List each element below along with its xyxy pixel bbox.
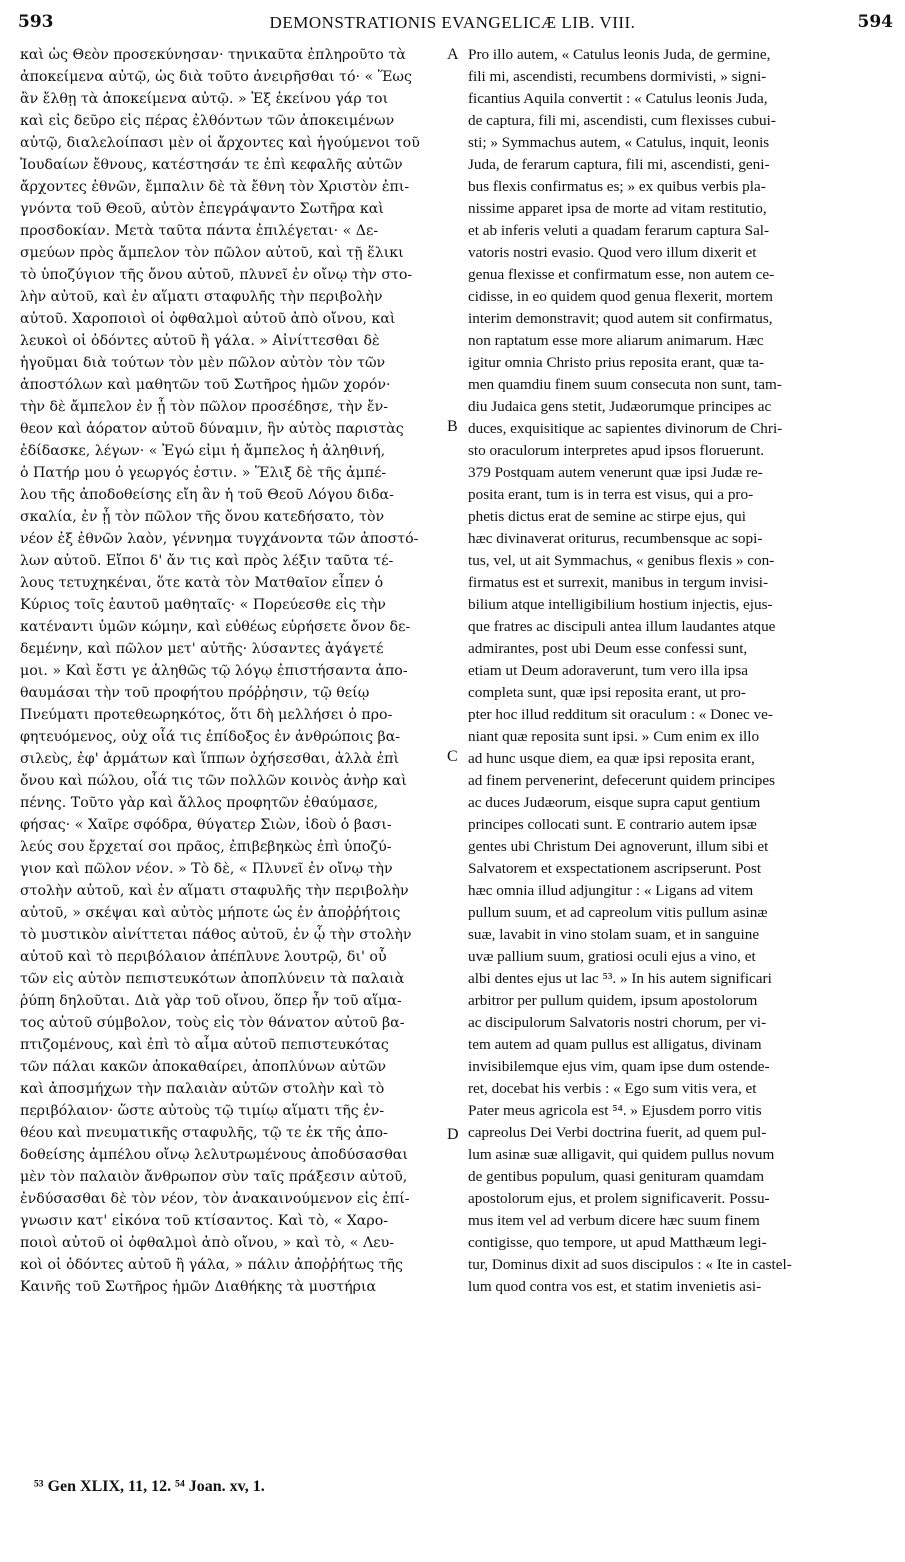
latin-text-line: niant quæ reposita sunt ipsi. » Cum enim ex illo xyxy=(468,728,760,745)
section-marker-a: A xyxy=(447,46,459,63)
latin-text-line: admirantes, post ubi Deum esse confessi sunt, xyxy=(468,640,748,657)
latin-text-line: ret, docebat his verbis : « Ego sum vitis vera, et xyxy=(468,1080,757,1097)
greek-text-line: τὸ ὑποζύγιον τῆς ὄνου αὐτοῦ, πλυνεῖ ἐν οἴνῳ τὴν στο- xyxy=(20,267,413,283)
latin-text-line: ad hunc usque diem, ea quæ ipsi reposita erant, xyxy=(468,750,755,767)
greek-text-line: τῶν εἰς αὐτὸν πεπιστευκότων ἀποπλύνειν τὰ παλαιὰ xyxy=(20,971,405,987)
latin-text-line: lum asinæ suæ alligavit, qui quidem pullus novum xyxy=(468,1146,775,1163)
latin-text-line: nissime apparet ipsa de morte ad vitam restitutio, xyxy=(468,200,767,217)
latin-text-line: diu Judaica gens stetit, Judæorumque principes ac xyxy=(468,398,772,415)
latin-text-line: hæc omnia illud adjungitur : « Ligans ad vitem xyxy=(468,882,754,899)
latin-text-line: ac duces Judæorum, eisque supra caput gentium xyxy=(468,794,761,811)
greek-column xyxy=(20,44,444,1298)
latin-text-line: de gentibus populum, quasi genituram quamdam xyxy=(468,1168,765,1185)
latin-text-line: sti; » Symmachus autem, « Catulus, inquit, leonis xyxy=(468,134,770,151)
latin-text-line: bus flexis confirmatus es; » ex quibus verbis pla- xyxy=(468,178,766,195)
latin-text-line: contigisse, quo tempore, ut apud Matthæum legi- xyxy=(468,1234,767,1251)
greek-text-line: στολὴν αὐτοῦ, καὶ ἐν αἵματι σταφυλῆς τὴν περιβολὴν xyxy=(20,883,409,899)
greek-text-line: θέου καὶ πνευματικῆς σταφυλῆς, τῷ τε ἐκ τῆς ἀπο- xyxy=(20,1125,388,1141)
latin-text-line: principes collocati sunt. E contrario autem ipsæ xyxy=(468,816,757,833)
greek-text-line: γνόντα τοῦ Θεοῦ, αὐτὸν ἐπεγράψαντο Σωτῆρα καὶ xyxy=(20,201,384,217)
latin-text-line: albi dentes ejus ut lac ⁵³. » In his autem significari xyxy=(468,970,772,987)
latin-text-line: mus item vel ad verbum dicere hæc suum finem xyxy=(468,1212,760,1229)
greek-text-line: αὐτῷ, διαλελοίπασι μὲν οἱ ἄρχοντες καὶ ἡγούμενοι τοῦ xyxy=(20,135,420,151)
latin-text-line: ad finem pervenerint, defecerunt quidem principes xyxy=(468,772,775,789)
right-page-number: 594 xyxy=(857,12,893,32)
greek-text-line: ἀποκείμενα αὐτῷ, ὡς διὰ τοῦτο ἀνειρῆσθαι τό· « Ἕως xyxy=(20,69,412,85)
greek-text-line: ἐδίδασκε, λέγων· « Ἐγώ εἰμι ἡ ἄμπελος ἡ ἀληθινή, xyxy=(20,443,386,459)
greek-text-line: θαυμάσαι τὴν τοῦ προφήτου πρόῤῥησιν, τῷ θείῳ xyxy=(20,685,370,701)
greek-text-line: τὸ μυστικὸν αἰνίττεται πάθος αὐτοῦ, ἐν ᾧ τὴν στολὴν xyxy=(20,927,412,943)
footnotes: ⁵³ Gen XLIX, 11, 12. ⁵⁴ Joan. xv, 1. xyxy=(34,1478,265,1495)
latin-text-line: men quamdiu finem suum consecuta non sunt, tam- xyxy=(468,376,782,393)
latin-text-line: ac discipulorum Salvatoris nostri chorum, per vi- xyxy=(468,1014,767,1031)
greek-text-line: λων αὐτοῦ. Εἴποι δ' ἄν τις καὶ πρὸς λέξιν ταῦτα τέ- xyxy=(20,553,394,569)
left-page-number: 593 xyxy=(18,12,54,32)
latin-text-line: tem autem ad quam pullus est alligatus, divinam xyxy=(468,1036,762,1053)
latin-text-line: arbitror per pullum quidem, ipsum apostolorum xyxy=(468,992,758,1009)
greek-text-line: καὶ ὡς Θεὸν προσεκύνησαν· τηνικαῦτα ἐπληροῦτο τὰ xyxy=(20,47,406,63)
greek-text-line: λους τετυχηκέναι, ὅτε κατὰ τὸν Ματθαῖον εἶπεν ὁ xyxy=(20,575,384,591)
greek-text-line: τῶν πάλαι κακῶν ἀποκαθαίρει, ἀποπλύνων αὐτῶν xyxy=(20,1059,386,1075)
greek-text-line: λεύς σου ἔρχεταί σοι πρᾶος, ἐπιβεβηκὼς ἐπὶ ὑποζύ- xyxy=(20,839,392,855)
greek-text-line: νέον ἐξ ἐθνῶν λαὸν, γέννημα τυγχάνοντα τῶν ἀποστό- xyxy=(20,531,419,547)
latin-text-line: non raptatum esse more aliarum animarum. Hæc xyxy=(468,332,764,349)
greek-text-line: ἐνδύσασθαι δὲ τὸν νέον, τὸν ἀνακαινούμενον εἰς ἐπί- xyxy=(20,1191,410,1207)
greek-text-line: αὐτοῦ. Χαροποιοὶ οἱ ὀφθαλμοὶ αὐτοῦ ἀπὸ οἴνου, καὶ xyxy=(20,311,396,327)
latin-text-line: apostolorum ejus, et prolem significaverit. Possu- xyxy=(468,1190,770,1207)
latin-text-line: Salvatorem et exspectationem ascripserunt. Post xyxy=(468,860,762,877)
latin-text-line: sto oraculorum interpretes apud ipsos floruerunt. xyxy=(468,442,765,459)
greek-text-line: ἄρχοντες ἐθνῶν, ἔμπαλιν δὲ τὰ ἔθνη τὸν Χριστὸν ἐπι- xyxy=(20,179,410,195)
latin-text-line: cidisse, in eo quidem quod genua flexerit, mortem xyxy=(468,288,773,305)
latin-text-line: vatoris nostri evasio. Quod vero illum dixerit et xyxy=(468,244,757,261)
greek-text-line: μοι. » Καὶ ἔστι γε ἀληθῶς τῷ λόγῳ ἐπιστήσαντα ἀπο- xyxy=(20,663,408,679)
greek-text-line: ῥύπη δηλοῦται. Διὰ γὰρ τοῦ οἴνου, ὅπερ ἦν τοῦ αἵμα- xyxy=(20,993,402,1009)
latin-text-line: pter hoc illud redditum sit oraculum : « Donec ve- xyxy=(468,706,773,723)
greek-text-line: τὴν δὲ ἄμπελον ἐν ᾗ τὸν πῶλον προσέδησε, τὴν ἔν- xyxy=(20,399,388,415)
greek-text-line: πένης. Τοῦτο γὰρ καὶ ἄλλος προφητῶν ἐθαύμασε, xyxy=(20,795,379,811)
greek-text-line: μὲν τὸν παλαιὸν ἄνθρωπον σὺν ταῖς πράξεσιν αὐτοῦ, xyxy=(20,1169,408,1185)
latin-text-line: capreolus Dei Verbi doctrina fuerit, ad quem pul- xyxy=(468,1124,767,1141)
latin-text-line: 379 Postquam autem venerunt quæ ipsi Judæ re- xyxy=(468,464,763,481)
greek-text-line: γιον καὶ πῶλον νέον. » Τὸ δὲ, « Πλυνεῖ ἐν οἴνῳ τὴν xyxy=(20,861,393,877)
latin-column xyxy=(468,44,888,1298)
greek-text-line: δεμένην, καὶ πῶλον μετ' αὐτῆς· λύσαντες ἀγάγετέ xyxy=(20,641,384,657)
latin-text-line: Pro illo autem, « Catulus leonis Juda, de germine, xyxy=(468,46,771,63)
latin-text-line: pullum suum, et ad capreolum vitis pullum asinæ xyxy=(468,904,768,921)
latin-text-line: interim demonstravit; quod autem sit confirmatus, xyxy=(468,310,773,327)
section-marker-b: B xyxy=(447,418,458,435)
section-marker-c: C xyxy=(447,748,458,765)
latin-text-line: bilium atque intelligibilium hostium injectis, ejus- xyxy=(468,596,773,613)
latin-text-line: lum quod contra vos est, et statim invenietis asi- xyxy=(468,1278,762,1295)
latin-text-line: ficantius Aquila convertit : « Catulus leonis Juda, xyxy=(468,90,768,107)
latin-text-line: hæc divinaverat oriturus, recumbensque ac sopi- xyxy=(468,530,763,547)
latin-text-line: que fratres ac discipuli antea illum laudantes atque xyxy=(468,618,776,635)
greek-text-line: αὐτοῦ, » σκέψαι καὶ αὐτὸς μήποτε ὡς ἐν ἀποῤῥήτοις xyxy=(20,905,401,921)
greek-text-line: λὴν αὐτοῦ, καὶ ἐν αἵματι σταφυλῆς τὴν περιβολὴν xyxy=(20,289,383,305)
running-header xyxy=(0,0,905,32)
greek-text-line: Πνεύματι προτεθεωρηκότος, ὅτι δὴ μελλήσει ὁ προ- xyxy=(20,707,393,723)
greek-text-line: καὶ ἀποσμήχων τὴν παλαιὰν αὐτῶν στολὴν καὶ τὸ xyxy=(20,1081,385,1097)
latin-text-line: fili mi, ascendisti, recumbens dormivisti, » signi- xyxy=(468,68,767,85)
greek-text-line: πτιζομένους, καὶ ἐπὶ τὸ αἷμα αὐτοῦ πεπιστευκότας xyxy=(20,1037,389,1053)
running-title: DEMONSTRATIONIS EVANGELICÆ LIB. VIII. xyxy=(269,13,636,32)
latin-text-line: et ab inferis veluti a quadam ferarum captura Sal- xyxy=(468,222,770,239)
latin-text-line: phetis dictus erat de semine ac stirpe ejus, qui xyxy=(468,508,746,525)
latin-text-line: posita erant, tum is in terra est visus, qui a pro- xyxy=(468,486,754,503)
latin-text-line: genua flexisse et confirmatum esse, non autem ce- xyxy=(468,266,775,283)
greek-text-line: Ἰουδαίων ἔθνους, κατέστησάν τε ἐπὶ κεφαλῆς αὐτῶν xyxy=(20,157,403,173)
latin-text-line: tur, Dominus dixit ad suos discipulos : « Ite in castel- xyxy=(468,1256,792,1273)
latin-text-line: igitur omnia Christo prius reposita erant, quæ ta- xyxy=(468,354,765,371)
greek-text-line: ποιοὶ αὐτοῦ οἱ ὀφθαλμοὶ ἀπὸ οἴνου, » καὶ τὸ, « Λευ- xyxy=(20,1235,395,1251)
greek-text-line: γνωσιν κατ' εἰκόνα τοῦ κτίσαντος. Καὶ τὸ, « Χαρο- xyxy=(20,1213,389,1229)
latin-text-line: de captura, fili mi, ascendisti, cum flexisses cubui- xyxy=(468,112,776,129)
latin-text-line: uvæ pallium suum, gratiosi oculi ejus a vino, et xyxy=(468,948,756,965)
greek-text-line: Κύριος τοῖς ἑαυτοῦ μαθηταῖς· « Πορεύεσθε εἰς τὴν xyxy=(20,597,386,613)
greek-text-line: καὶ εἰς δεῦρο εἰς πέρας ἐλθόντων τῶν ἀποκειμένων xyxy=(20,113,395,129)
latin-text-line: gentes ubi Christum Dei agnoverunt, illum sibi et xyxy=(468,838,769,855)
greek-text-line: τος αὐτοῦ σύμβολον, τοὺς εἰς τὸν θάνατον αὐτοῦ βα- xyxy=(20,1015,405,1031)
latin-text-line: suæ, lavabit in vino stolam suam, et in sanguine xyxy=(468,926,760,943)
greek-text-line: θεον καὶ ἀόρατον αὐτοῦ δύναμιν, ἣν αὐτὸς παριστὰς xyxy=(20,421,404,437)
greek-text-line: Καινῆς τοῦ Σωτῆρος ἡμῶν Διαθήκης τὰ μυστήρια xyxy=(20,1279,377,1295)
greek-text-line: ἀποστόλων καὶ μαθητῶν τοῦ Σωτῆρος ἡμῶν χορόν· xyxy=(20,377,391,393)
greek-text-line: ἂν ἔλθῃ τὰ ἀποκείμενα αὐτῷ. » Ἐξ ἐκείνου γάρ τοι xyxy=(20,91,389,107)
greek-text-line: αὐτοῦ καὶ τὸ περιβόλαιον ἀπέπλυνε λουτρῷ, δι' οὗ xyxy=(20,949,387,965)
latin-text-line: duces, exquisitique ac sapientes divinorum de Chri- xyxy=(468,420,783,437)
greek-text-line: ὁ Πατήρ μου ὁ γεωργός ἐστιν. » Ἕλιξ δὲ τῆς ἀμπέ- xyxy=(20,465,387,481)
greek-text-line: λου τῆς ἀποδοθείσης εἴη ἂν ἡ τοῦ Θεοῦ Λόγου διδα- xyxy=(20,487,394,503)
greek-text-line: δοθείσης ἀμπέλου οἴνῳ λελυτρωμένους ἀποδύσασθαι xyxy=(20,1147,408,1163)
greek-text-line: σιλεὺς, ἐφ' ἁρμάτων καὶ ἵππων ὀχήσεσθαι, ἀλλὰ ἐπὶ xyxy=(20,751,400,767)
latin-text-line: invisibilemque ejus vim, quam ipse dum ostende- xyxy=(468,1058,770,1075)
latin-text-line: etiam ut Deum adoraverunt, tum vero illa ipsa xyxy=(468,662,749,679)
latin-text-line: completa sunt, quæ ipsi reposita erant, ut pro- xyxy=(468,684,746,701)
greek-text-line: φητευόμενος, οὐχ οἷά τις ἐπίδοξος ἐν ἀνθρώποις βα- xyxy=(20,729,401,745)
latin-text-line: tus, vel, ut ait Symmachus, « genibus flexis » con- xyxy=(468,552,775,569)
greek-text-line: προσδοκίαν. Μετὰ ταῦτα πάντα ἐπιλέγεται· « Δε- xyxy=(20,223,379,239)
greek-text-line: ὄνου καὶ πώλου, οἷά τις τῶν πολλῶν κοινὸς ἀνὴρ καὶ xyxy=(20,773,407,789)
section-marker-d: D xyxy=(447,1126,459,1143)
greek-text-line: λευκοὶ οἱ ὀδόντες αὐτοῦ ἢ γάλα. » Αἰνίττεσθαι δὲ xyxy=(20,333,380,349)
greek-text-line: ἡγοῦμαι διὰ τούτων τὸν μὲν πῶλον αὐτὸν τὸν τῶν xyxy=(20,355,386,371)
greek-text-line: σμεύων πρὸς ἄμπελον τὸν πῶλον αὐτοῦ, καὶ τῇ ἕλικι xyxy=(20,245,404,261)
latin-text-line: Pater meus agricola est ⁵⁴. » Ejusdem porro vitis xyxy=(468,1102,762,1119)
greek-text-line: κατέναντι ὑμῶν κώμην, καὶ εὐθέως εὑρήσετε ὄνον δε- xyxy=(20,619,411,635)
greek-text-line: φήσας· « Χαῖρε σφόδρα, θύγατερ Σιὼν, ἰδοὺ ὁ βασι- xyxy=(20,817,392,833)
greek-text-line: περιβόλαιον· ὥστε αὐτοὺς τῷ τιμίῳ αἵματι τῆς ἐν- xyxy=(20,1103,385,1119)
latin-text-line: firmatus est et surrexit, manibus in tergum invisi- xyxy=(468,574,769,591)
latin-text-line: Juda, de ferarum captura, fili mi, ascendisti, geni- xyxy=(468,156,770,173)
greek-text-line: κοὶ οἱ ὀδόντες αὐτοῦ ἢ γάλα, » πάλιν ἀποῤῥήτως τῆς xyxy=(20,1257,403,1273)
greek-text-line: σκαλία, ἐν ᾗ τὸν πῶλον τῆς ὄνου κατεδήσατο, τὸν xyxy=(20,509,385,525)
